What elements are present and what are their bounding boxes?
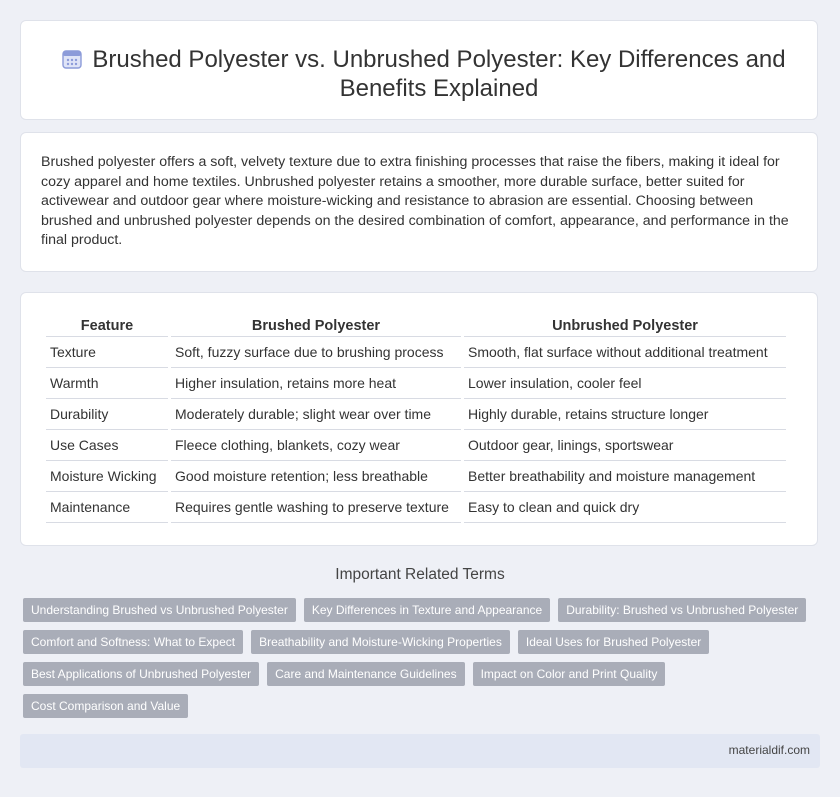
footer-bar — [20, 734, 820, 768]
page-title: Brushed Polyester vs. Unbrushed Polyester: Key Differences and Benefits Explained — [92, 46, 786, 102]
table-row — [46, 337, 786, 368]
table-header-row — [46, 315, 786, 337]
table-row — [46, 368, 786, 399]
feature-cell: Moisture Wicking — [46, 461, 168, 492]
header-brushed: Brushed Polyester — [171, 315, 461, 337]
brushed-cell: Good moisture retention; less breathable — [171, 461, 461, 492]
brushed-cell: Moderately durable; slight wear over time — [171, 399, 461, 430]
related-term-tag[interactable]: Cost Comparison and Value — [23, 694, 188, 718]
related-terms-heading: Important Related Terms — [335, 566, 505, 583]
related-term-tag[interactable]: Ideal Uses for Brushed Polyester — [518, 630, 709, 654]
brushed-cell: Soft, fuzzy surface due to brushing process — [171, 337, 461, 368]
brushed-cell: Fleece clothing, blankets, cozy wear — [171, 430, 461, 461]
table-row — [46, 430, 786, 461]
unbrushed-cell: Better breathability and moisture management — [464, 461, 786, 492]
intro-paragraph: Brushed polyester offers a soft, velvety texture due to extra finishing processes that raise the fibers, making it ideal for cozy apparel and home textiles. Unbrushed polyester retains a smoother, more durable surface, better suited for activewear and outdoor gear where moisture-wicking and resistance to abrasion are essential. Choosing between brushed and unbrushed polyester depends on the desired combination of comfort, appearance, and performance in the final product. — [41, 154, 789, 248]
unbrushed-cell: Outdoor gear, linings, sportswear — [464, 430, 786, 461]
unbrushed-cell: Easy to clean and quick dry — [464, 492, 786, 523]
related-term-tag[interactable]: Best Applications of Unbrushed Polyester — [23, 662, 259, 686]
feature-cell: Warmth — [46, 368, 168, 399]
table-row — [46, 399, 786, 430]
unbrushed-cell: Smooth, flat surface without additional treatment — [464, 337, 786, 368]
header-feature: Feature — [46, 315, 168, 337]
related-term-tag[interactable]: Breathability and Moisture-Wicking Properties — [251, 630, 510, 654]
related-term-tag[interactable]: Durability: Brushed vs Unbrushed Polyester — [558, 598, 806, 622]
related-term-tag[interactable]: Impact on Color and Print Quality — [473, 662, 666, 686]
feature-cell: Texture — [46, 337, 168, 368]
brushed-cell: Requires gentle washing to preserve texture — [171, 492, 461, 523]
comparison-card — [20, 292, 818, 546]
comparison-table — [43, 315, 789, 523]
site-credit[interactable]: materialdif.com — [728, 743, 810, 757]
related-term-tag[interactable]: Care and Maintenance Guidelines — [267, 662, 464, 686]
feature-cell: Durability — [46, 399, 168, 430]
related-term-tag[interactable]: Understanding Brushed vs Unbrushed Polyester — [23, 598, 296, 622]
related-term-tag[interactable]: Comfort and Softness: What to Expect — [23, 630, 243, 654]
table-row — [46, 461, 786, 492]
related-terms-list — [23, 598, 813, 718]
unbrushed-cell: Lower insulation, cooler feel — [464, 368, 786, 399]
unbrushed-cell: Highly durable, retains structure longer — [464, 399, 786, 430]
feature-cell: Use Cases — [46, 430, 168, 461]
feature-cell: Maintenance — [46, 492, 168, 523]
title-card — [20, 20, 818, 120]
intro-card — [20, 132, 818, 272]
brushed-cell: Higher insulation, retains more heat — [171, 368, 461, 399]
header-unbrushed: Unbrushed Polyester — [464, 315, 786, 337]
related-term-tag[interactable]: Key Differences in Texture and Appearance — [304, 598, 550, 622]
table-row — [46, 492, 786, 523]
